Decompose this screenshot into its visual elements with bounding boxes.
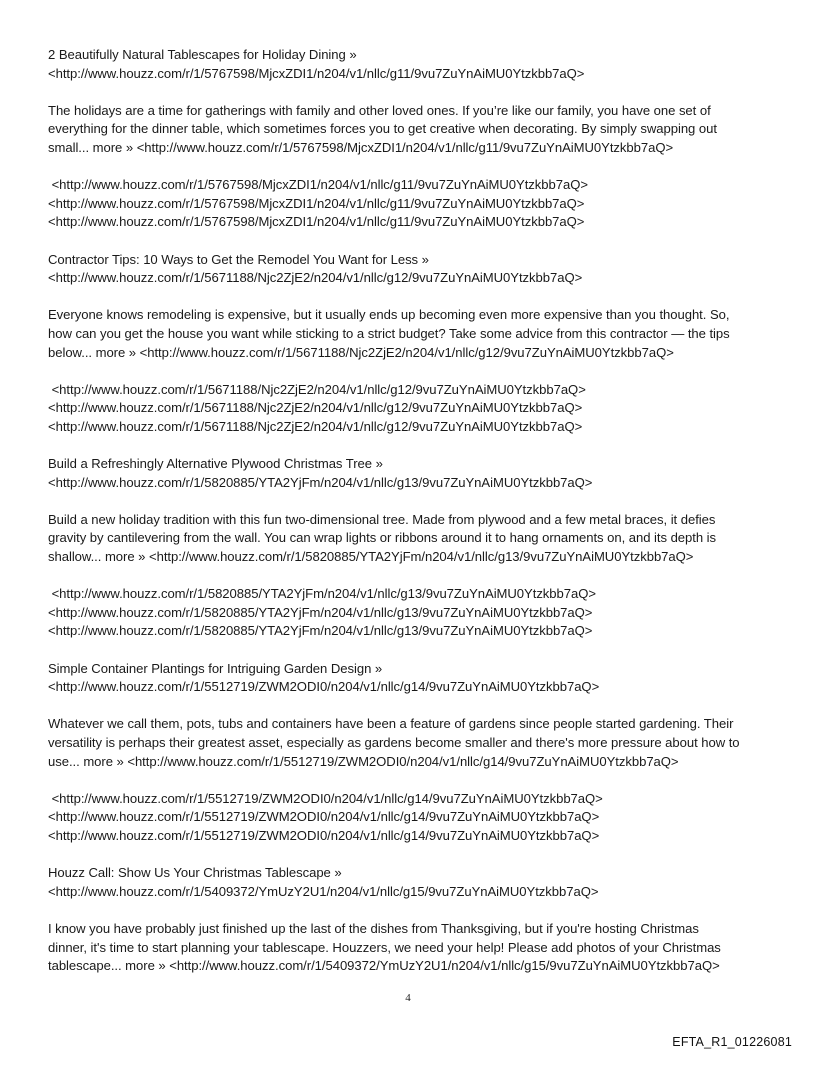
article-title-block — [48, 864, 773, 901]
image-link[interactable]: <http://www.houzz.com/r/1/5512719/ZWM2ODI0/n204/v1/nllc/g14/9vu7ZuYnAiMU0Ytzkbb7aQ> — [48, 790, 603, 806]
article-title-block — [48, 251, 773, 288]
article-summary — [48, 920, 773, 976]
article-summary — [48, 715, 773, 771]
summary-line: Build a new holiday tradition with this fun two-dimensional tree. Made from plywood and a few metal braces, it defies — [48, 511, 716, 527]
article-image-links — [48, 585, 773, 641]
article-title-link[interactable]: <http://www.houzz.com/r/1/5767598/MjcxZDI1/n204/v1/nllc/g11/9vu7ZuYnAiMU0Ytzkbb7aQ> — [48, 65, 585, 81]
summary-line: gravity by cantilevering from the wall. You can wrap lights or ribbons around it to hang ornaments on, and its depth is — [48, 530, 717, 546]
summary-line-more-link[interactable]: use... more » <http://www.houzz.com/r/1/5512719/ZWM2ODI0/n204/v1/nllc/g14/9vu7ZuYnAiMU0Ytzkbb7aQ> — [48, 753, 679, 769]
image-link[interactable]: <http://www.houzz.com/r/1/5820885/YTA2YjFm/n204/v1/nllc/g13/9vu7ZuYnAiMU0Ytzkbb7aQ> — [48, 623, 593, 639]
article-title-link[interactable]: <http://www.houzz.com/r/1/5409372/YmUzY2U1/n204/v1/nllc/g15/9vu7ZuYnAiMU0Ytzkbb7aQ> — [48, 883, 599, 899]
article-summary — [48, 511, 773, 567]
article-title-link[interactable]: <http://www.houzz.com/r/1/5820885/YTA2YjFm/n204/v1/nllc/g13/9vu7ZuYnAiMU0Ytzkbb7aQ> — [48, 474, 593, 490]
article-summary — [48, 102, 773, 158]
bates-stamp: EFTA_R1_01226081 — [672, 1035, 792, 1049]
document-body — [48, 46, 773, 994]
article-title-block — [48, 455, 773, 492]
article-title: Simple Container Plantings for Intriguing Garden Design » — [48, 660, 383, 676]
article-title: 2 Beautifully Natural Tablescapes for Holiday Dining » — [48, 47, 357, 62]
summary-line: how can you get the house you want while sticking to a strict budget? Take some advice from this contractor — the tips — [48, 325, 730, 341]
image-link[interactable]: <http://www.houzz.com/r/1/5512719/ZWM2ODI0/n204/v1/nllc/g14/9vu7ZuYnAiMU0Ytzkbb7aQ> — [48, 809, 600, 825]
article-title: Build a Refreshingly Alternative Plywood Christmas Tree » — [48, 456, 383, 472]
image-link[interactable]: <http://www.houzz.com/r/1/5512719/ZWM2ODI0/n204/v1/nllc/g14/9vu7ZuYnAiMU0Ytzkbb7aQ> — [48, 827, 600, 843]
image-link[interactable]: <http://www.houzz.com/r/1/5671188/Njc2ZjE2/n204/v1/nllc/g12/9vu7ZuYnAiMU0Ytzkbb7aQ> — [48, 418, 583, 434]
article-image-links — [48, 381, 773, 437]
image-link[interactable]: <http://www.houzz.com/r/1/5820885/YTA2YjFm/n204/v1/nllc/g13/9vu7ZuYnAiMU0Ytzkbb7aQ> — [48, 586, 596, 602]
image-link[interactable]: <http://www.houzz.com/r/1/5671188/Njc2ZjE2/n204/v1/nllc/g12/9vu7ZuYnAiMU0Ytzkbb7aQ> — [48, 400, 583, 416]
summary-line: The holidays are a time for gatherings with family and other loved ones. If you’re like our family, you have one set of — [48, 102, 711, 118]
page-number: 4 — [405, 992, 411, 1004]
summary-line: dinner, it's time to start planning your tablescape. Houzzers, we need your help! Please add photos of your Christmas — [48, 939, 721, 955]
image-link[interactable]: <http://www.houzz.com/r/1/5820885/YTA2YjFm/n204/v1/nllc/g13/9vu7ZuYnAiMU0Ytzkbb7aQ> — [48, 604, 593, 620]
image-link[interactable]: <http://www.houzz.com/r/1/5767598/MjcxZDI1/n204/v1/nllc/g11/9vu7ZuYnAiMU0Ytzkbb7aQ> — [48, 177, 588, 193]
article-title-link[interactable]: <http://www.houzz.com/r/1/5671188/Njc2ZjE2/n204/v1/nllc/g12/9vu7ZuYnAiMU0Ytzkbb7aQ> — [48, 270, 583, 286]
article-title: Houzz Call: Show Us Your Christmas Tablescape » — [48, 865, 342, 881]
summary-line: everything for the dinner table, which sometimes forces you to get creative when decorating. By simply swapping out — [48, 121, 717, 137]
article-title-block — [48, 660, 773, 697]
article-image-links — [48, 176, 773, 232]
summary-line-more-link[interactable]: small... more » <http://www.houzz.com/r/1/5767598/MjcxZDI1/n204/v1/nllc/g11/9vu7ZuYnAiMU0Ytzkbb7aQ> — [48, 139, 674, 155]
summary-line: I know you have probably just finished up the last of the dishes from Thanksgiving, but if you're hosting Christmas — [48, 920, 699, 936]
summary-line: versatility is perhaps their greatest asset, especially as gardens become smaller and there's more pressure about how to — [48, 734, 740, 750]
image-link[interactable]: <http://www.houzz.com/r/1/5671188/Njc2ZjE2/n204/v1/nllc/g12/9vu7ZuYnAiMU0Ytzkbb7aQ> — [48, 381, 586, 397]
summary-line: Everyone knows remodeling is expensive, but it usually ends up becoming even more expensive than you thought. So, — [48, 307, 730, 323]
article-summary — [48, 306, 773, 362]
article-title-link[interactable]: <http://www.houzz.com/r/1/5512719/ZWM2ODI0/n204/v1/nllc/g14/9vu7ZuYnAiMU0Ytzkbb7aQ> — [48, 679, 600, 695]
article-title: Contractor Tips: 10 Ways to Get the Remodel You Want for Less » — [48, 251, 429, 267]
summary-line-more-link[interactable]: shallow... more » <http://www.houzz.com/r/1/5820885/YTA2YjFm/n204/v1/nllc/g13/9vu7ZuYnAiMU0Ytzkbb7aQ> — [48, 549, 694, 565]
article-image-links — [48, 790, 773, 846]
image-link[interactable]: <http://www.houzz.com/r/1/5767598/MjcxZDI1/n204/v1/nllc/g11/9vu7ZuYnAiMU0Ytzkbb7aQ> — [48, 195, 585, 211]
summary-line-more-link[interactable]: below... more » <http://www.houzz.com/r/1/5671188/Njc2ZjE2/n204/v1/nllc/g12/9vu7ZuYnAiMU0Ytzkbb7aQ> — [48, 344, 674, 360]
image-link[interactable]: <http://www.houzz.com/r/1/5767598/MjcxZDI1/n204/v1/nllc/g11/9vu7ZuYnAiMU0Ytzkbb7aQ> — [48, 214, 585, 230]
summary-line-more-link[interactable]: tablescape... more » <http://www.houzz.com/r/1/5409372/YmUzY2U1/n204/v1/nllc/g15/9vu7ZuYnAiMU0Ytzkbb7aQ> — [48, 958, 720, 974]
article-title-block — [48, 46, 773, 83]
summary-line: Whatever we call them, pots, tubs and containers have been a feature of gardens since people started gardening. Their — [48, 716, 734, 732]
